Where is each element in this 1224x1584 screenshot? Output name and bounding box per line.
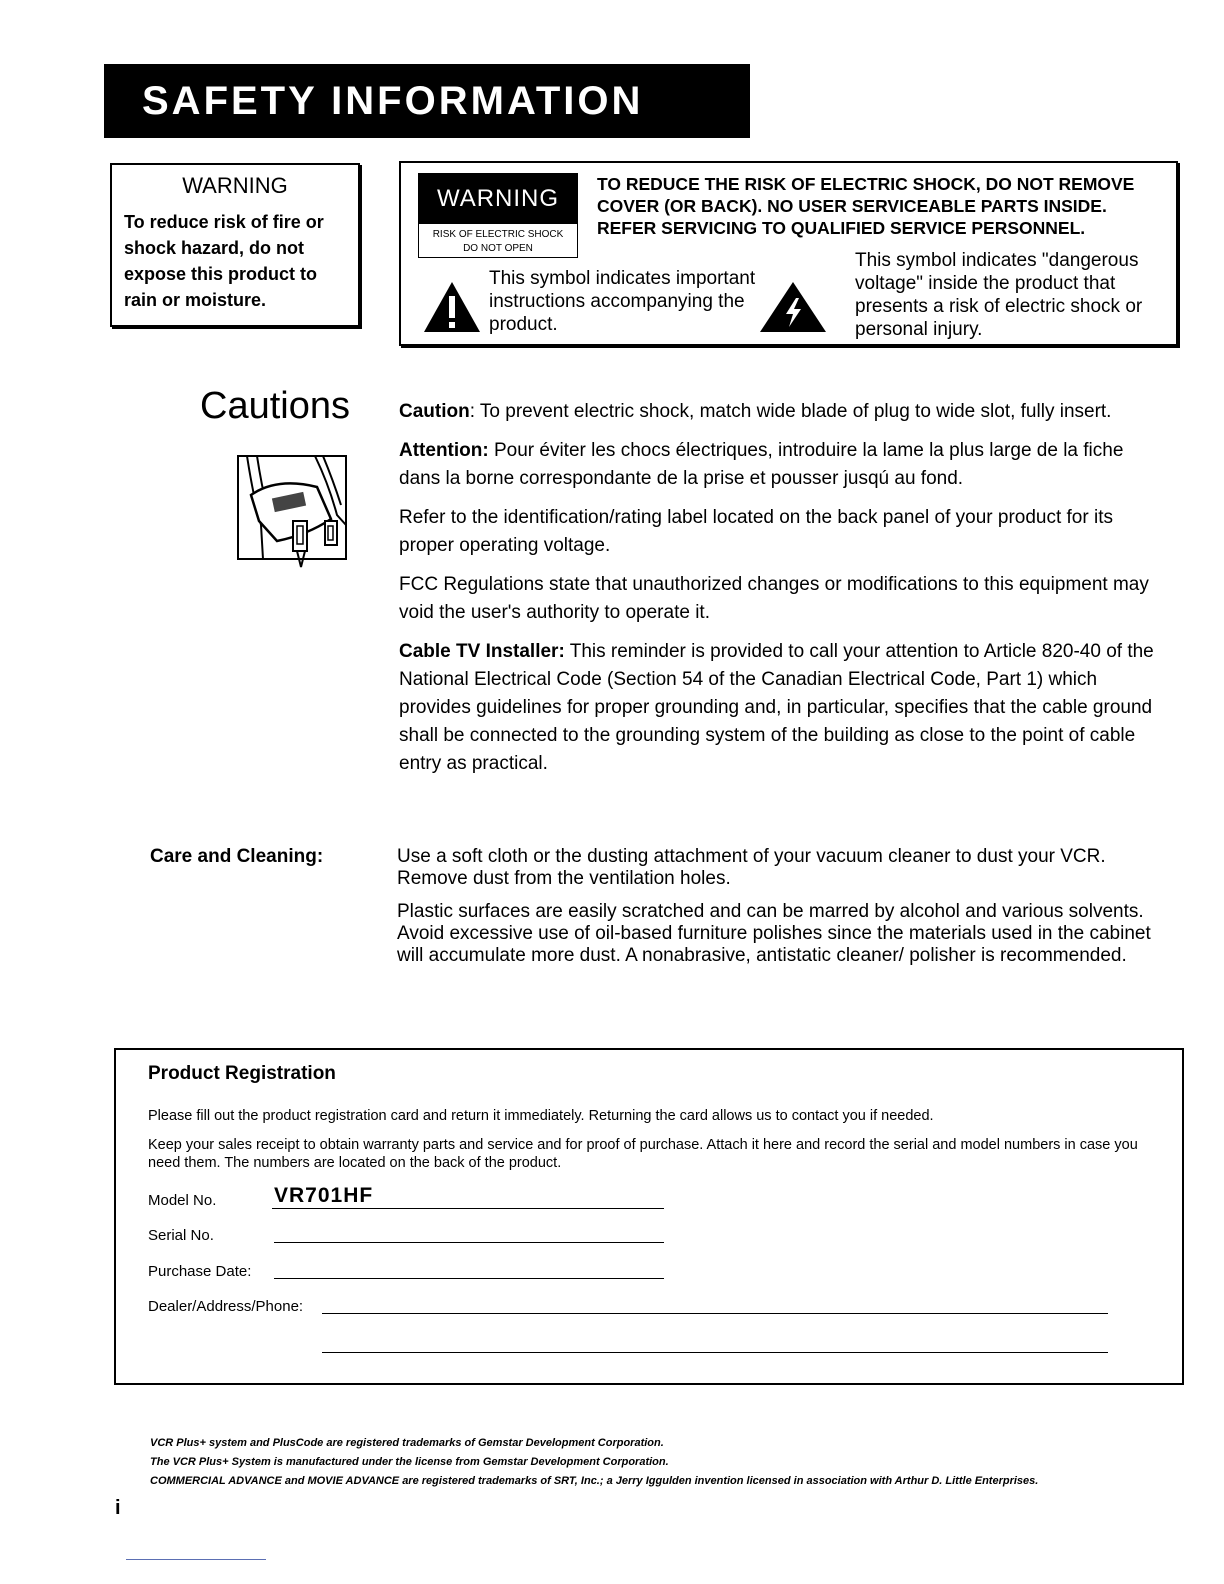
warning-label-sub-line2: DO NOT OPEN (463, 243, 533, 254)
warning-label-sub (419, 228, 577, 256)
caution-paragraph (399, 398, 1169, 426)
bottom-rule (126, 1559, 266, 1560)
footer-line-2: The VCR Plus+ System is manufactured under the license from Gemstar Development Corporation. (150, 1456, 669, 1468)
dealer-field[interactable] (322, 1313, 1108, 1314)
fcc-paragraph: FCC Regulations state that unauthorized changes or modifications to this equipment may void the user's authority to operate it. (399, 574, 1149, 623)
caution-text: : To prevent electric shock, match wide blade of plug to wide slot, fully insert. (469, 401, 1112, 422)
warning-label-sub-line1: RISK OF ELECTRIC SHOCK (432, 229, 564, 240)
attention-text: Pour éviter les chocs électriques, introduire la lame la plus large de la fiche dans la borne correspondante de la prise et pousser jusqú au fond. (399, 440, 1124, 489)
trademark-footer (150, 1434, 1160, 1491)
plug-outlet-icon (237, 455, 347, 570)
care-paragraph-2: Plastic surfaces are easily scratched and can be marred by alcohol and various solvents. Avoid excessive use of oil-based furniture polishes since the materials used in the cabinet will accumulate more dust. A nonabrasive, antistatic cleaner/ polisher is recommended. (397, 901, 1151, 966)
care-paragraph-1: Use a soft cloth or the dusting attachment of your vacuum cleaner to dust your VCR. Remove dust from the ventilation holes. (397, 846, 1106, 889)
warning-label-title: WARNING (419, 174, 577, 224)
dealer-label: Dealer/Address/Phone: (148, 1298, 304, 1315)
shock-warning-box (399, 161, 1178, 346)
caution-label: Caution (399, 401, 470, 422)
exclamation-triangle-icon (422, 280, 482, 334)
attention-label: Attention: (399, 440, 489, 461)
care-cleaning-label: Care and Cleaning: (150, 846, 324, 867)
shock-warning-text: TO REDUCE THE RISK OF ELECTRIC SHOCK, DO NOT REMOVE COVER (OR BACK). NO USER SERVICEABLE PARTS INSIDE. REFER SERVICING TO QUALIFIED SERVICE PERSONNEL. (597, 174, 1135, 238)
model-value: VR701HF (274, 1184, 374, 1207)
serial-label: Serial No. (148, 1227, 214, 1244)
symbol-voltage-text: This symbol indicates "dangerous voltage" inside the product that presents a risk of electric shock or personal injury. (855, 250, 1143, 340)
symbol-instructions-text: This symbol indicates important instructions accompanying the product. (489, 268, 756, 335)
cable-paragraph (399, 638, 1169, 778)
attention-paragraph (399, 437, 1169, 493)
rating-paragraph: Refer to the identification/rating label located on the back panel of your product for its proper operating voltage. (399, 507, 1113, 556)
registration-paragraph-2: Keep your sales receipt to obtain warranty parts and service and for proof of purchase. Attach it here and record the serial and model numbers in case you need them. The numbers are located on the back of the product. (148, 1137, 1138, 1171)
page-number: i (115, 1497, 121, 1519)
cautions-body (399, 398, 1169, 789)
serial-field[interactable] (274, 1242, 664, 1243)
product-registration-box (114, 1048, 1184, 1385)
footer-line-3: COMMERCIAL ADVANCE and MOVIE ADVANCE are registered trademarks of SRT, Inc.; a Jerry Iggulden invention licensed in association with Arthur D. Little Enterprises. (150, 1475, 1039, 1487)
fire-warning-text: To reduce risk of fire or shock hazard, do not expose this product to rain or moisture. (124, 212, 324, 310)
care-cleaning-body (397, 846, 1157, 978)
warning-label (418, 173, 578, 258)
registration-paragraph-1: Please fill out the product registration card and return it immediately. Returning the card allows us to contact you if needed. (148, 1108, 934, 1124)
purchase-date-field[interactable] (274, 1278, 664, 1279)
fire-warning-heading: WARNING (182, 173, 288, 198)
cable-label: Cable TV Installer: (399, 641, 565, 662)
registration-heading: Product Registration (148, 1063, 336, 1084)
footer-line-1: VCR Plus+ system and PlusCode are registered trademarks of Gemstar Development Corporation. (150, 1437, 664, 1449)
fire-warning-box (110, 163, 360, 327)
model-label: Model No. (148, 1192, 217, 1209)
cautions-heading: Cautions (200, 385, 350, 427)
purchase-date-label: Purchase Date: (148, 1263, 252, 1280)
dealer-field-line-2[interactable] (322, 1352, 1108, 1353)
cable-text: This reminder is provided to call your attention to Article 820-40 of the National Electrical Code (Section 54 of the Canadian Electrical Code, Part 1) which provides guidelines for proper grounding and, in particular, specifies that the cable ground shall be connected to the grounding system of the building as close to the point of cable entry as practical. (399, 641, 1154, 774)
lightning-triangle-icon (758, 280, 828, 334)
page-title: SAFETY INFORMATION (104, 64, 750, 138)
model-line (272, 1208, 664, 1209)
